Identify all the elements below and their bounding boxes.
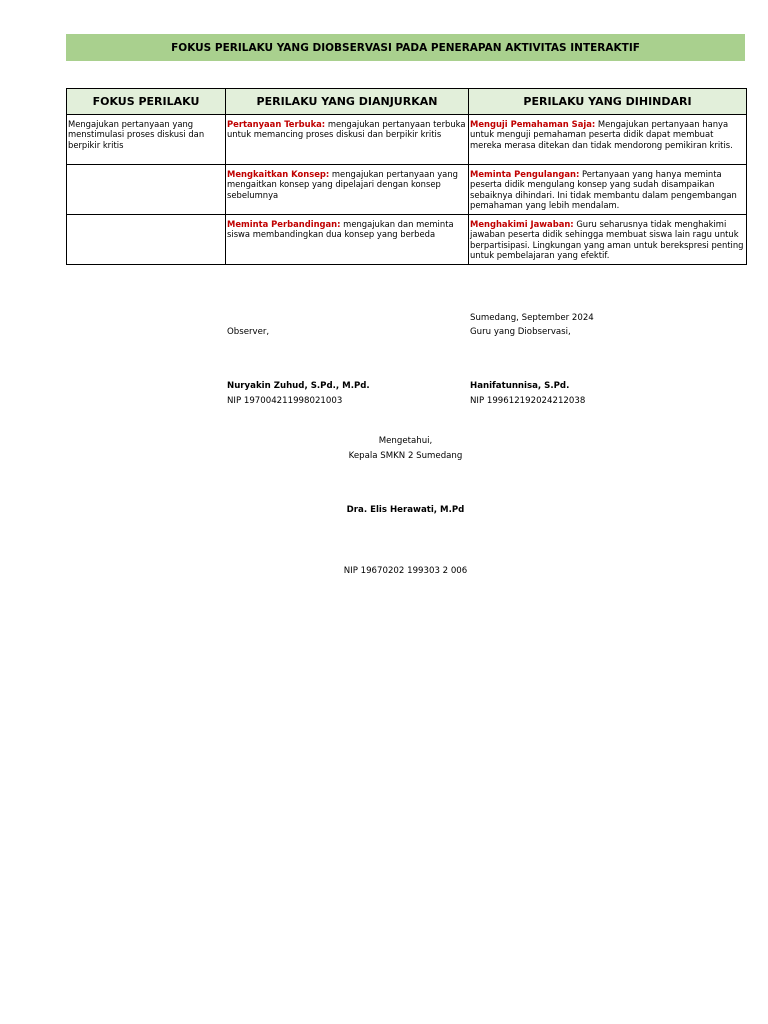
principal-name: Dra. Elis Herawati, M.Pd [346, 505, 465, 515]
recommended-cell [226, 165, 469, 215]
behavior-table [66, 88, 747, 265]
place-date: Sumedang, September 2024 [470, 313, 594, 323]
focus-cell [67, 115, 226, 165]
principal-title: Kepala SMKN 2 Sumedang [348, 451, 463, 461]
acknowledged-label: Mengetahui, [378, 436, 433, 446]
document-title: FOKUS PERILAKU YANG DIOBSERVASI PADA PENERAPAN AKTIVITAS INTERAKTIF [171, 41, 640, 54]
recommended-text: mengajukan pertanyaan terbuka untuk memancing proses diskusi dan berpikir kritis [227, 119, 466, 140]
avoided-text: Guru seharusnya tidak menghakimi jawaban peserta didik sehingga membuat siswa lain ragu untuk berpartisipasi. Lingkungan yang aman untuk berekspresi penting untuk pembelajaran yang efektif. [470, 219, 744, 260]
teacher-name: Hanifatunnisa, S.Pd. [470, 381, 570, 391]
table-row [67, 115, 747, 165]
recommended-text: mengajukan pertanyaan yang mengaitkan konsep yang dipelajari dengan konsep sebelumnya [227, 169, 458, 200]
header-avoided: PERILAKU YANG DIHINDARI [469, 89, 747, 115]
avoided-keyword: Meminta Pengulangan: [470, 169, 580, 179]
avoided-keyword: Menghakimi Jawaban: [470, 219, 574, 229]
avoided-cell [469, 165, 747, 215]
table-row [67, 165, 747, 215]
recommended-cell [226, 215, 469, 265]
header-focus: FOKUS PERILAKU [67, 89, 226, 115]
teacher-nip: NIP 199612192024212038 [470, 396, 586, 406]
table-row [67, 215, 747, 265]
recommended-keyword: Meminta Perbandingan: [227, 219, 341, 229]
recommended-cell [226, 115, 469, 165]
recommended-keyword: Pertanyaan Terbuka: [227, 119, 326, 129]
avoided-cell [469, 215, 747, 265]
teacher-label: Guru yang Diobservasi, [470, 327, 571, 337]
avoided-text: Pertanyaan yang hanya meminta peserta didik mengulang konsep yang sudah disampaikan sebaiknya dihindari. Ini tidak membantu dalam pengembangan pemahaman yang lebih mendalam. [470, 169, 737, 210]
avoided-cell [469, 115, 747, 165]
header-recommended: PERILAKU YANG DIANJURKAN [226, 89, 469, 115]
focus-cell [67, 165, 226, 215]
focus-cell [67, 215, 226, 265]
principal-nip: NIP 19670202 199303 2 006 [343, 566, 468, 576]
observer-name: Nuryakin Zuhud, S.Pd., M.Pd. [227, 381, 370, 391]
document-title-bar [66, 34, 745, 61]
table-header-row [67, 89, 747, 115]
avoided-text: Mengajukan pertanyaan hanya untuk menguji pemahaman peserta didik dapat membuat mereka merasa ditekan dan tidak mendorong pemikiran kritis. [470, 119, 733, 150]
observer-nip: NIP 197004211998021003 [227, 396, 343, 406]
recommended-keyword: Mengkaitkan Konsep: [227, 169, 330, 179]
avoided-keyword: Menguji Pemahaman Saja: [470, 119, 596, 129]
observer-label: Observer, [227, 327, 270, 337]
recommended-text: mengajukan dan meminta siswa membandingkan dua konsep yang berbeda [227, 219, 454, 240]
focus-text: Mengajukan pertanyaan yang menstimulasi proses diskusi dan berpikir kritis [68, 119, 205, 150]
